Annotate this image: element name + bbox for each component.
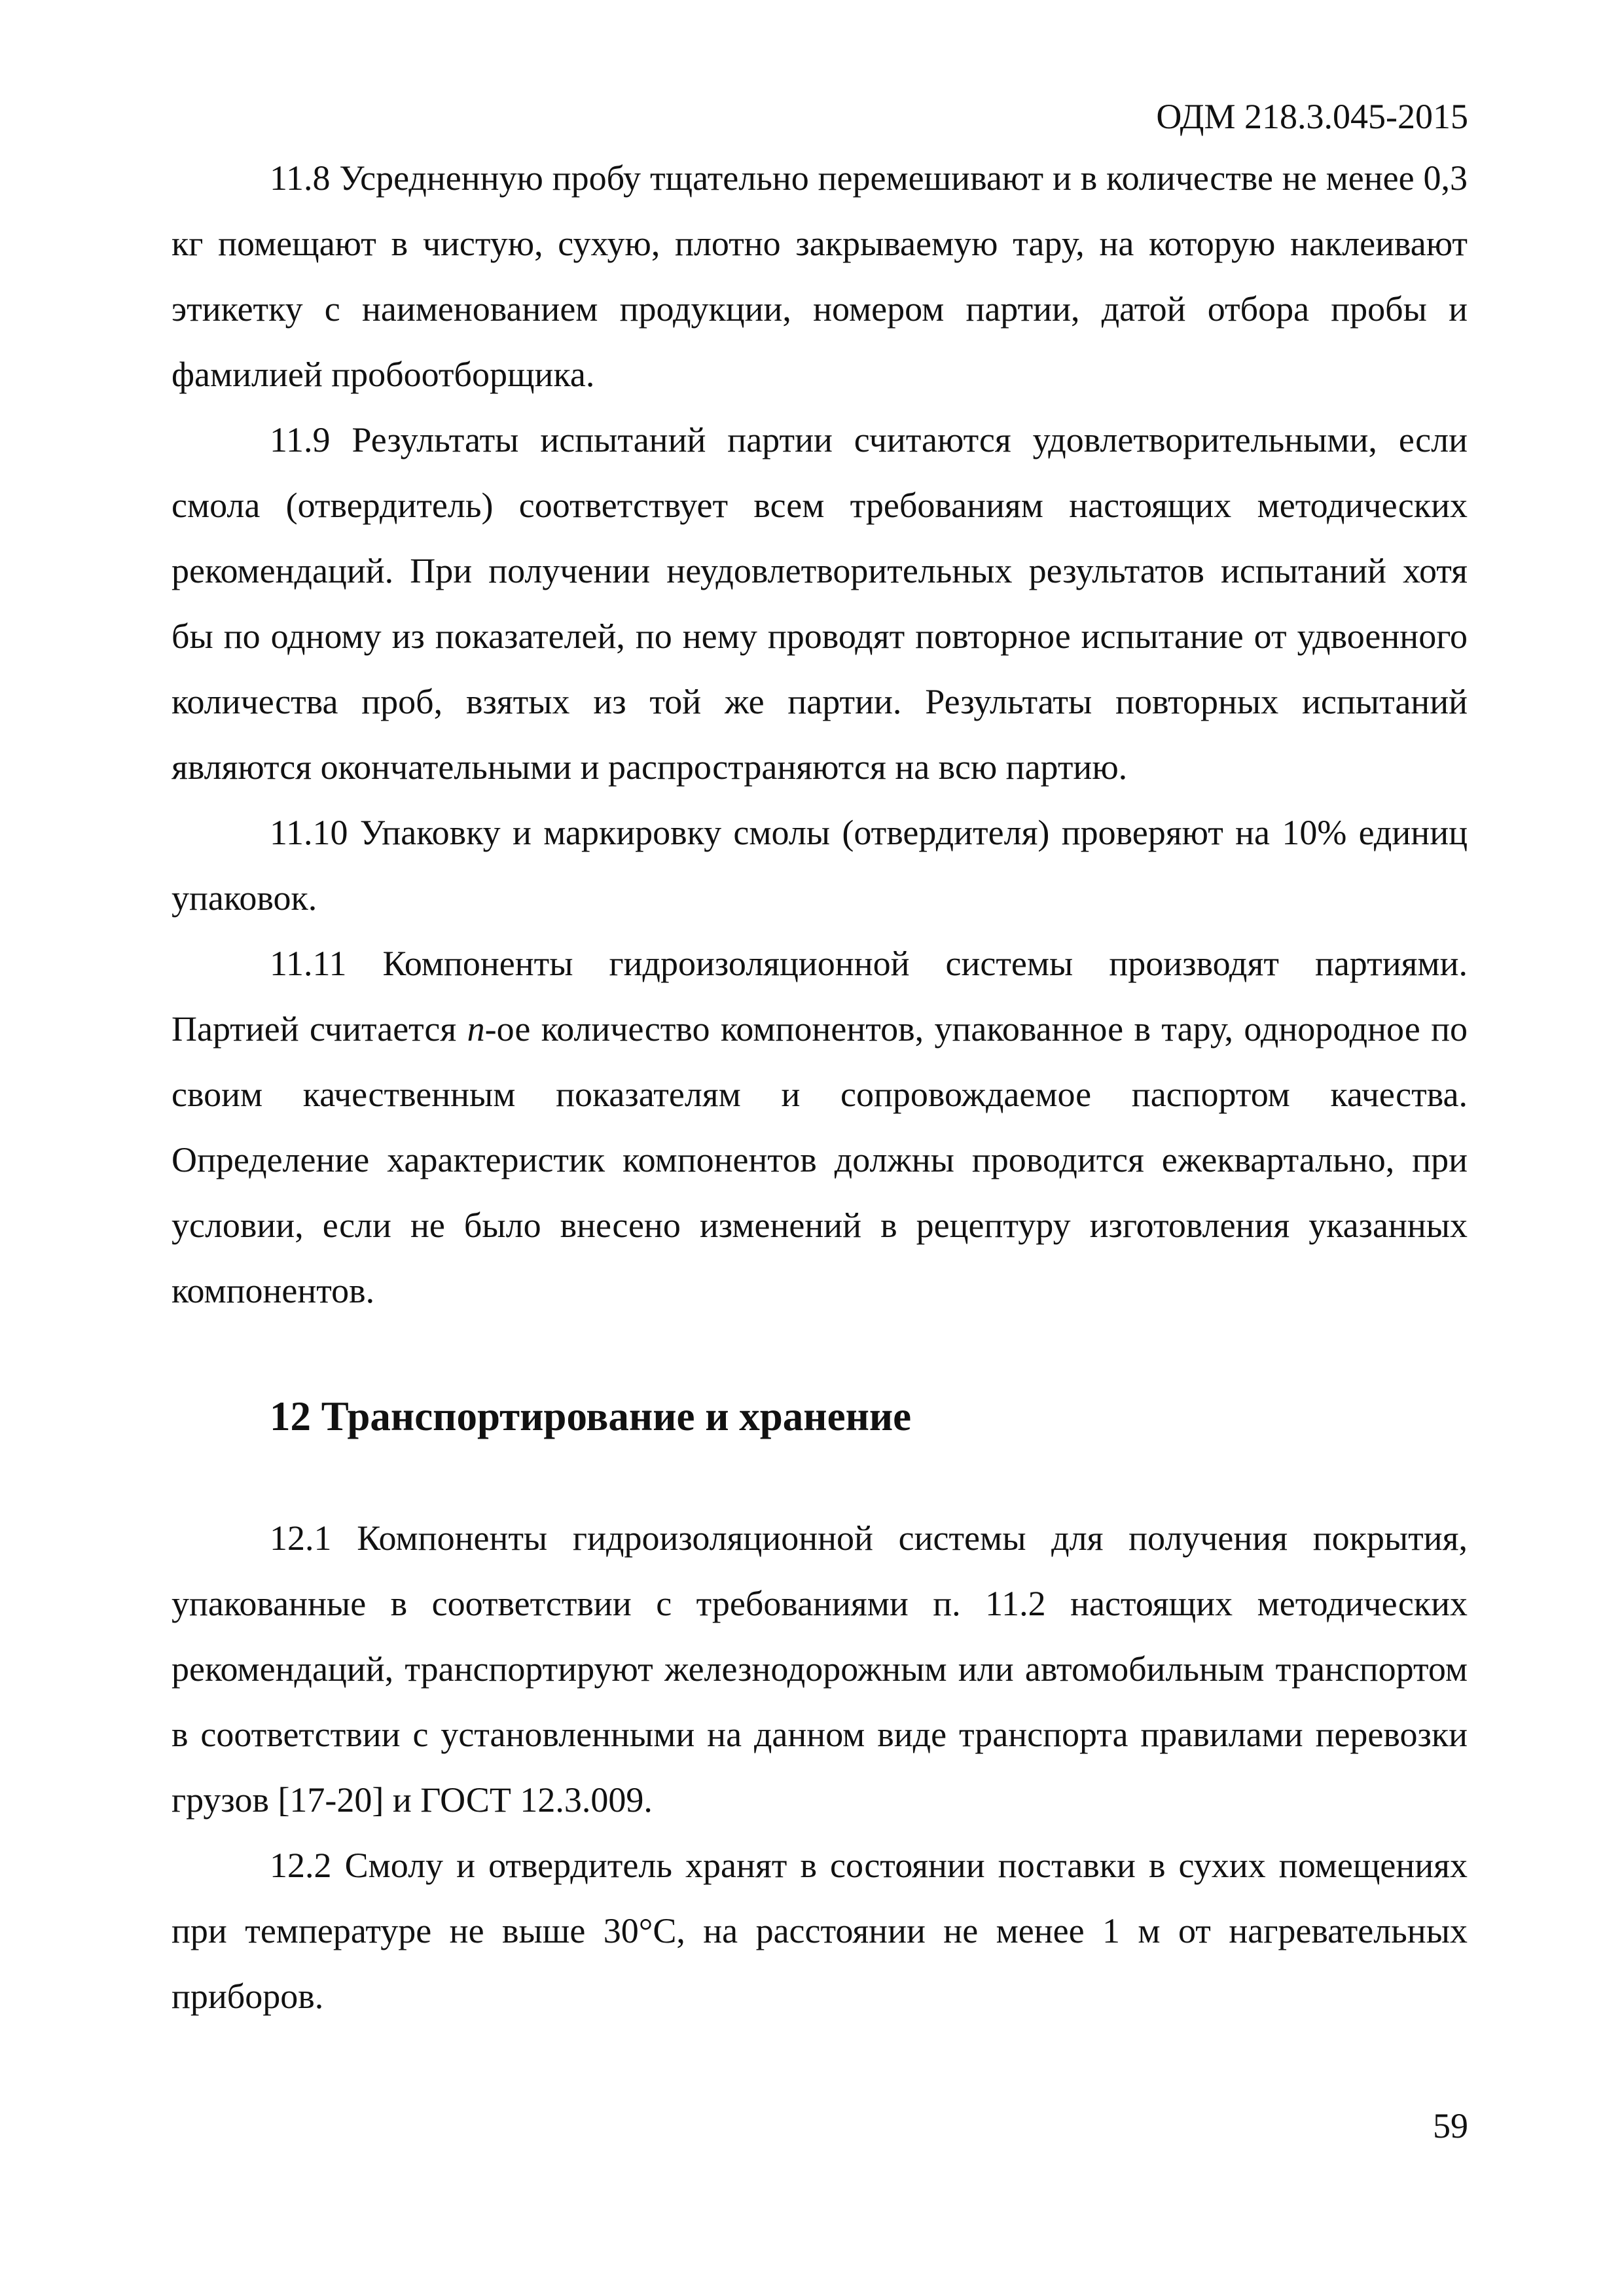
paragraph-11-11-italic: n xyxy=(467,1009,485,1049)
paragraph-11-11-part1: 11.11 Компоненты гидроизоляционной системы производят партиями. Партией считается xyxy=(171,944,1468,1049)
page-number: 59 xyxy=(1433,2106,1468,2145)
paragraph-11-9: 11.9 Результаты испытаний партии считаются удовлетворительными, если смола (отвердитель) соответствует всем требованиям настоящих методических рекомендаций. При получении неудовлетворительных результатов испытаний хотя бы по одному из показателей, по нему проводят повторное испытание от удвоенного количества проб, взятых из той же партии. Результаты повторных испытаний являются окончательными и распространяются на всю партию. xyxy=(171,420,1468,787)
section-title: 12 Транспортирование и хранение xyxy=(270,1393,912,1439)
paragraph-11-10: 11.10 Упаковку и маркировку смолы (отвердителя) проверяют на 10% единиц упаковок. xyxy=(171,813,1468,918)
paragraph-12-1: 12.1 Компоненты гидроизоляционной системы для получения покрытия, упакованные в соответствии с требованиями п. 11.2 настоящих методических рекомендаций, транспортируют железнодорожным или автомобильным транспортом в соответствии с установленными на данном виде транспорта правилами перевозки грузов [17-20] и ГОСТ 12.3.009. xyxy=(171,1518,1468,1820)
paragraph-11-8: 11.8 Усредненную пробу тщательно перемешивают и в количестве не менее 0,3 кг помещают в чистую, сухую, плотно закрываемую тару, на которую наклеивают этикетку с наименованием продукции, номером партии, датой отбора пробы и фамилией пробоотборщика. xyxy=(171,158,1468,394)
paragraph-11-11 xyxy=(171,931,1468,1323)
paragraph-12-2: 12.2 Смолу и отвердитель хранят в состоянии поставки в сухих помещениях при температуре не выше 30°С, на расстоянии не менее 1 м от нагревательных приборов. xyxy=(171,1846,1468,2016)
page-body xyxy=(171,145,1468,2029)
paragraph-11-11-part2: -ое количество компонентов, упакованное в тару, однородное по своим качественным показателям и сопровождаемое паспортом качества. Определение характеристик компонентов должны проводится ежеквартально, при условии, если не было внесено изменений в рецептуру изготовления указанных компонентов. xyxy=(171,1009,1468,1310)
document-code: ОДМ 218.3.045-2015 xyxy=(1156,97,1468,136)
